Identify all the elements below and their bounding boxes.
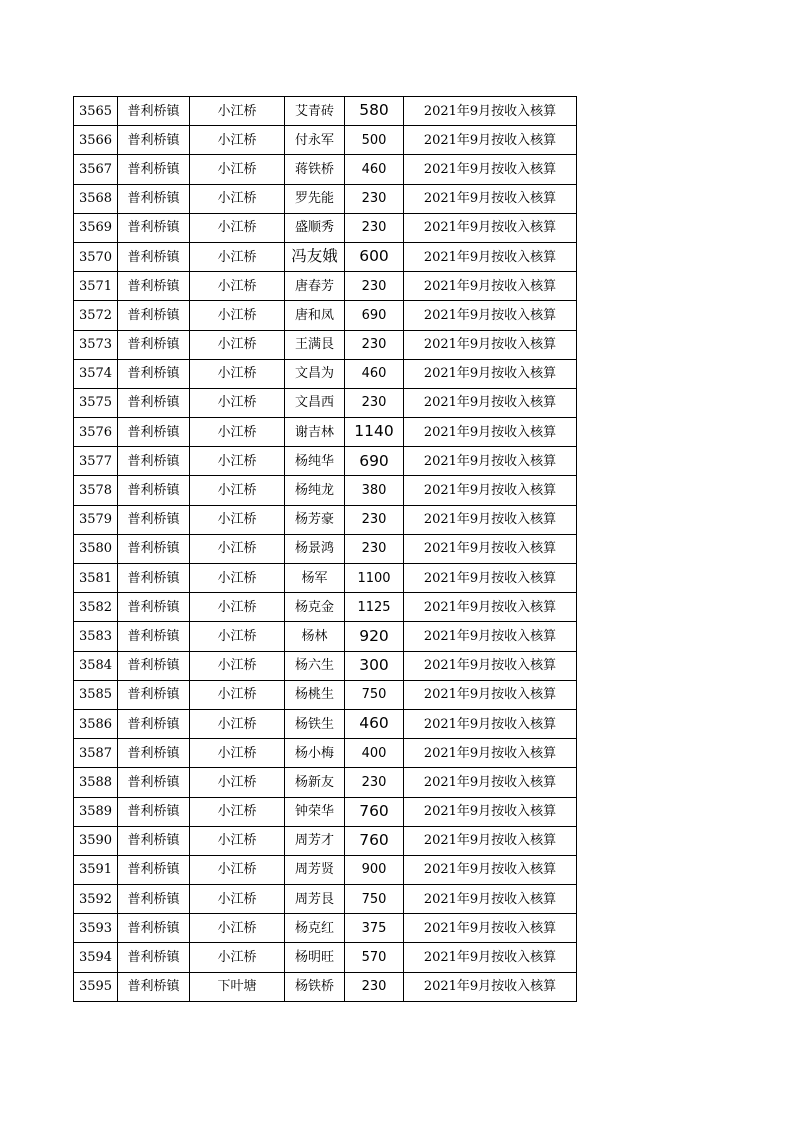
amount-cell: 230 bbox=[345, 768, 404, 797]
table-row bbox=[74, 622, 577, 651]
note-cell: 2021年9月按收入核算 bbox=[404, 680, 577, 709]
town-cell: 普利桥镇 bbox=[118, 826, 190, 855]
note-cell: 2021年9月按收入核算 bbox=[404, 184, 577, 213]
amount-cell: 230 bbox=[345, 213, 404, 242]
amount-cell: 750 bbox=[345, 885, 404, 914]
town-cell: 普利桥镇 bbox=[118, 651, 190, 680]
amount-cell: 230 bbox=[345, 505, 404, 534]
name-cell: 杨铁桥 bbox=[285, 972, 345, 1001]
village-cell: 小江桥 bbox=[190, 447, 285, 476]
row-number-cell: 3586 bbox=[74, 709, 118, 738]
amount-cell: 760 bbox=[345, 797, 404, 826]
amount-cell: 375 bbox=[345, 914, 404, 943]
row-number-cell: 3595 bbox=[74, 972, 118, 1001]
town-cell: 普利桥镇 bbox=[118, 155, 190, 184]
row-number-cell: 3578 bbox=[74, 476, 118, 505]
town-cell: 普利桥镇 bbox=[118, 418, 190, 447]
town-cell: 普利桥镇 bbox=[118, 680, 190, 709]
table-row bbox=[74, 943, 577, 972]
village-cell: 小江桥 bbox=[190, 418, 285, 447]
town-cell: 普利桥镇 bbox=[118, 447, 190, 476]
amount-cell: 500 bbox=[345, 126, 404, 155]
note-cell: 2021年9月按收入核算 bbox=[404, 593, 577, 622]
town-cell: 普利桥镇 bbox=[118, 301, 190, 330]
village-cell: 小江桥 bbox=[190, 622, 285, 651]
table-row bbox=[74, 564, 577, 593]
row-number-cell: 3584 bbox=[74, 651, 118, 680]
name-cell: 唐和凤 bbox=[285, 301, 345, 330]
town-cell: 普利桥镇 bbox=[118, 272, 190, 301]
row-number-cell: 3580 bbox=[74, 534, 118, 563]
village-cell: 小江桥 bbox=[190, 651, 285, 680]
row-number-cell: 3570 bbox=[74, 242, 118, 271]
note-cell: 2021年9月按收入核算 bbox=[404, 359, 577, 388]
row-number-cell: 3571 bbox=[74, 272, 118, 301]
name-cell: 文昌西 bbox=[285, 388, 345, 417]
note-cell: 2021年9月按收入核算 bbox=[404, 943, 577, 972]
amount-cell: 690 bbox=[345, 301, 404, 330]
town-cell: 普利桥镇 bbox=[118, 768, 190, 797]
name-cell: 蒋铁桥 bbox=[285, 155, 345, 184]
town-cell: 普利桥镇 bbox=[118, 242, 190, 271]
town-cell: 普利桥镇 bbox=[118, 622, 190, 651]
village-cell: 小江桥 bbox=[190, 242, 285, 271]
name-cell: 冯友娥 bbox=[285, 242, 345, 271]
town-cell: 普利桥镇 bbox=[118, 593, 190, 622]
amount-cell: 1125 bbox=[345, 593, 404, 622]
note-cell: 2021年9月按收入核算 bbox=[404, 651, 577, 680]
table-row bbox=[74, 593, 577, 622]
town-cell: 普利桥镇 bbox=[118, 709, 190, 738]
table-row bbox=[74, 651, 577, 680]
town-cell: 普利桥镇 bbox=[118, 213, 190, 242]
table-row bbox=[74, 476, 577, 505]
village-cell: 小江桥 bbox=[190, 826, 285, 855]
note-cell: 2021年9月按收入核算 bbox=[404, 885, 577, 914]
table-row bbox=[74, 97, 577, 126]
table-row bbox=[74, 126, 577, 155]
amount-cell: 400 bbox=[345, 739, 404, 768]
table-row bbox=[74, 885, 577, 914]
village-cell: 小江桥 bbox=[190, 97, 285, 126]
note-cell: 2021年9月按收入核算 bbox=[404, 622, 577, 651]
amount-cell: 230 bbox=[345, 972, 404, 1001]
village-cell: 小江桥 bbox=[190, 914, 285, 943]
amount-cell: 600 bbox=[345, 242, 404, 271]
table-row bbox=[74, 680, 577, 709]
name-cell: 周芳才 bbox=[285, 826, 345, 855]
note-cell: 2021年9月按收入核算 bbox=[404, 242, 577, 271]
row-number-cell: 3583 bbox=[74, 622, 118, 651]
row-number-cell: 3590 bbox=[74, 826, 118, 855]
note-cell: 2021年9月按收入核算 bbox=[404, 914, 577, 943]
name-cell: 周芳贤 bbox=[285, 855, 345, 884]
name-cell: 杨景鸿 bbox=[285, 534, 345, 563]
note-cell: 2021年9月按收入核算 bbox=[404, 826, 577, 855]
note-cell: 2021年9月按收入核算 bbox=[404, 330, 577, 359]
table-row bbox=[74, 184, 577, 213]
town-cell: 普利桥镇 bbox=[118, 797, 190, 826]
note-cell: 2021年9月按收入核算 bbox=[404, 855, 577, 884]
table-row bbox=[74, 534, 577, 563]
note-cell: 2021年9月按收入核算 bbox=[404, 388, 577, 417]
note-cell: 2021年9月按收入核算 bbox=[404, 534, 577, 563]
town-cell: 普利桥镇 bbox=[118, 943, 190, 972]
note-cell: 2021年9月按收入核算 bbox=[404, 739, 577, 768]
village-cell: 小江桥 bbox=[190, 184, 285, 213]
village-cell: 小江桥 bbox=[190, 476, 285, 505]
amount-cell: 230 bbox=[345, 184, 404, 213]
name-cell: 王满艮 bbox=[285, 330, 345, 359]
name-cell: 谢吉林 bbox=[285, 418, 345, 447]
village-cell: 小江桥 bbox=[190, 885, 285, 914]
town-cell: 普利桥镇 bbox=[118, 359, 190, 388]
amount-cell: 300 bbox=[345, 651, 404, 680]
row-number-cell: 3573 bbox=[74, 330, 118, 359]
village-cell: 小江桥 bbox=[190, 768, 285, 797]
table-row bbox=[74, 709, 577, 738]
table-row bbox=[74, 768, 577, 797]
note-cell: 2021年9月按收入核算 bbox=[404, 301, 577, 330]
name-cell: 唐春芳 bbox=[285, 272, 345, 301]
town-cell: 普利桥镇 bbox=[118, 505, 190, 534]
note-cell: 2021年9月按收入核算 bbox=[404, 97, 577, 126]
row-number-cell: 3567 bbox=[74, 155, 118, 184]
table-row bbox=[74, 272, 577, 301]
village-cell: 小江桥 bbox=[190, 680, 285, 709]
name-cell: 杨克金 bbox=[285, 593, 345, 622]
village-cell: 下叶塘 bbox=[190, 972, 285, 1001]
name-cell: 文昌为 bbox=[285, 359, 345, 388]
name-cell: 杨芳豪 bbox=[285, 505, 345, 534]
name-cell: 盛顺秀 bbox=[285, 213, 345, 242]
amount-cell: 900 bbox=[345, 855, 404, 884]
note-cell: 2021年9月按收入核算 bbox=[404, 126, 577, 155]
name-cell: 周芳艮 bbox=[285, 885, 345, 914]
note-cell: 2021年9月按收入核算 bbox=[404, 272, 577, 301]
village-cell: 小江桥 bbox=[190, 388, 285, 417]
village-cell: 小江桥 bbox=[190, 126, 285, 155]
row-number-cell: 3577 bbox=[74, 447, 118, 476]
amount-cell: 460 bbox=[345, 709, 404, 738]
note-cell: 2021年9月按收入核算 bbox=[404, 476, 577, 505]
table-row bbox=[74, 797, 577, 826]
table-row bbox=[74, 447, 577, 476]
row-number-cell: 3594 bbox=[74, 943, 118, 972]
amount-cell: 690 bbox=[345, 447, 404, 476]
town-cell: 普利桥镇 bbox=[118, 476, 190, 505]
village-cell: 小江桥 bbox=[190, 505, 285, 534]
village-cell: 小江桥 bbox=[190, 155, 285, 184]
village-cell: 小江桥 bbox=[190, 359, 285, 388]
row-number-cell: 3592 bbox=[74, 885, 118, 914]
village-cell: 小江桥 bbox=[190, 534, 285, 563]
amount-cell: 380 bbox=[345, 476, 404, 505]
row-number-cell: 3591 bbox=[74, 855, 118, 884]
row-number-cell: 3579 bbox=[74, 505, 118, 534]
amount-cell: 750 bbox=[345, 680, 404, 709]
table-row bbox=[74, 739, 577, 768]
note-cell: 2021年9月按收入核算 bbox=[404, 505, 577, 534]
note-cell: 2021年9月按收入核算 bbox=[404, 709, 577, 738]
village-cell: 小江桥 bbox=[190, 564, 285, 593]
village-cell: 小江桥 bbox=[190, 739, 285, 768]
town-cell: 普利桥镇 bbox=[118, 126, 190, 155]
town-cell: 普利桥镇 bbox=[118, 534, 190, 563]
row-number-cell: 3568 bbox=[74, 184, 118, 213]
table-row bbox=[74, 155, 577, 184]
name-cell: 钟荣华 bbox=[285, 797, 345, 826]
town-cell: 普利桥镇 bbox=[118, 739, 190, 768]
table-row bbox=[74, 359, 577, 388]
name-cell: 杨新友 bbox=[285, 768, 345, 797]
row-number-cell: 3593 bbox=[74, 914, 118, 943]
note-cell: 2021年9月按收入核算 bbox=[404, 972, 577, 1001]
amount-cell: 570 bbox=[345, 943, 404, 972]
village-cell: 小江桥 bbox=[190, 943, 285, 972]
note-cell: 2021年9月按收入核算 bbox=[404, 447, 577, 476]
village-cell: 小江桥 bbox=[190, 709, 285, 738]
amount-cell: 580 bbox=[345, 97, 404, 126]
row-number-cell: 3569 bbox=[74, 213, 118, 242]
row-number-cell: 3572 bbox=[74, 301, 118, 330]
row-number-cell: 3589 bbox=[74, 797, 118, 826]
name-cell: 杨小梅 bbox=[285, 739, 345, 768]
name-cell: 杨克红 bbox=[285, 914, 345, 943]
table-row bbox=[74, 855, 577, 884]
table-row bbox=[74, 418, 577, 447]
amount-cell: 230 bbox=[345, 534, 404, 563]
town-cell: 普利桥镇 bbox=[118, 914, 190, 943]
name-cell: 杨明旺 bbox=[285, 943, 345, 972]
name-cell: 杨六生 bbox=[285, 651, 345, 680]
row-number-cell: 3587 bbox=[74, 739, 118, 768]
table-row bbox=[74, 826, 577, 855]
town-cell: 普利桥镇 bbox=[118, 388, 190, 417]
row-number-cell: 3574 bbox=[74, 359, 118, 388]
town-cell: 普利桥镇 bbox=[118, 184, 190, 213]
note-cell: 2021年9月按收入核算 bbox=[404, 768, 577, 797]
town-cell: 普利桥镇 bbox=[118, 330, 190, 359]
name-cell: 罗先能 bbox=[285, 184, 345, 213]
table-row bbox=[74, 301, 577, 330]
row-number-cell: 3581 bbox=[74, 564, 118, 593]
row-number-cell: 3582 bbox=[74, 593, 118, 622]
name-cell: 杨铁生 bbox=[285, 709, 345, 738]
table-row bbox=[74, 213, 577, 242]
note-cell: 2021年9月按收入核算 bbox=[404, 155, 577, 184]
note-cell: 2021年9月按收入核算 bbox=[404, 797, 577, 826]
row-number-cell: 3585 bbox=[74, 680, 118, 709]
town-cell: 普利桥镇 bbox=[118, 972, 190, 1001]
town-cell: 普利桥镇 bbox=[118, 564, 190, 593]
name-cell: 杨纯华 bbox=[285, 447, 345, 476]
table-body bbox=[74, 97, 577, 1002]
village-cell: 小江桥 bbox=[190, 330, 285, 359]
name-cell: 杨军 bbox=[285, 564, 345, 593]
village-cell: 小江桥 bbox=[190, 855, 285, 884]
table-row bbox=[74, 388, 577, 417]
name-cell: 杨纯龙 bbox=[285, 476, 345, 505]
town-cell: 普利桥镇 bbox=[118, 885, 190, 914]
table-row bbox=[74, 505, 577, 534]
name-cell: 杨林 bbox=[285, 622, 345, 651]
name-cell: 付永军 bbox=[285, 126, 345, 155]
village-cell: 小江桥 bbox=[190, 301, 285, 330]
row-number-cell: 3565 bbox=[74, 97, 118, 126]
amount-cell: 760 bbox=[345, 826, 404, 855]
village-cell: 小江桥 bbox=[190, 272, 285, 301]
table-row bbox=[74, 972, 577, 1001]
table-row bbox=[74, 914, 577, 943]
row-number-cell: 3575 bbox=[74, 388, 118, 417]
amount-cell: 460 bbox=[345, 359, 404, 388]
name-cell: 艾青砖 bbox=[285, 97, 345, 126]
amount-cell: 920 bbox=[345, 622, 404, 651]
town-cell: 普利桥镇 bbox=[118, 97, 190, 126]
amount-cell: 230 bbox=[345, 272, 404, 301]
village-cell: 小江桥 bbox=[190, 797, 285, 826]
note-cell: 2021年9月按收入核算 bbox=[404, 564, 577, 593]
table-row bbox=[74, 242, 577, 271]
row-number-cell: 3588 bbox=[74, 768, 118, 797]
data-table bbox=[73, 96, 577, 1002]
note-cell: 2021年9月按收入核算 bbox=[404, 213, 577, 242]
note-cell: 2021年9月按收入核算 bbox=[404, 418, 577, 447]
amount-cell: 230 bbox=[345, 388, 404, 417]
amount-cell: 230 bbox=[345, 330, 404, 359]
amount-cell: 1140 bbox=[345, 418, 404, 447]
amount-cell: 460 bbox=[345, 155, 404, 184]
town-cell: 普利桥镇 bbox=[118, 855, 190, 884]
row-number-cell: 3576 bbox=[74, 418, 118, 447]
village-cell: 小江桥 bbox=[190, 593, 285, 622]
table-row bbox=[74, 330, 577, 359]
amount-cell: 1100 bbox=[345, 564, 404, 593]
name-cell: 杨桃生 bbox=[285, 680, 345, 709]
village-cell: 小江桥 bbox=[190, 213, 285, 242]
row-number-cell: 3566 bbox=[74, 126, 118, 155]
